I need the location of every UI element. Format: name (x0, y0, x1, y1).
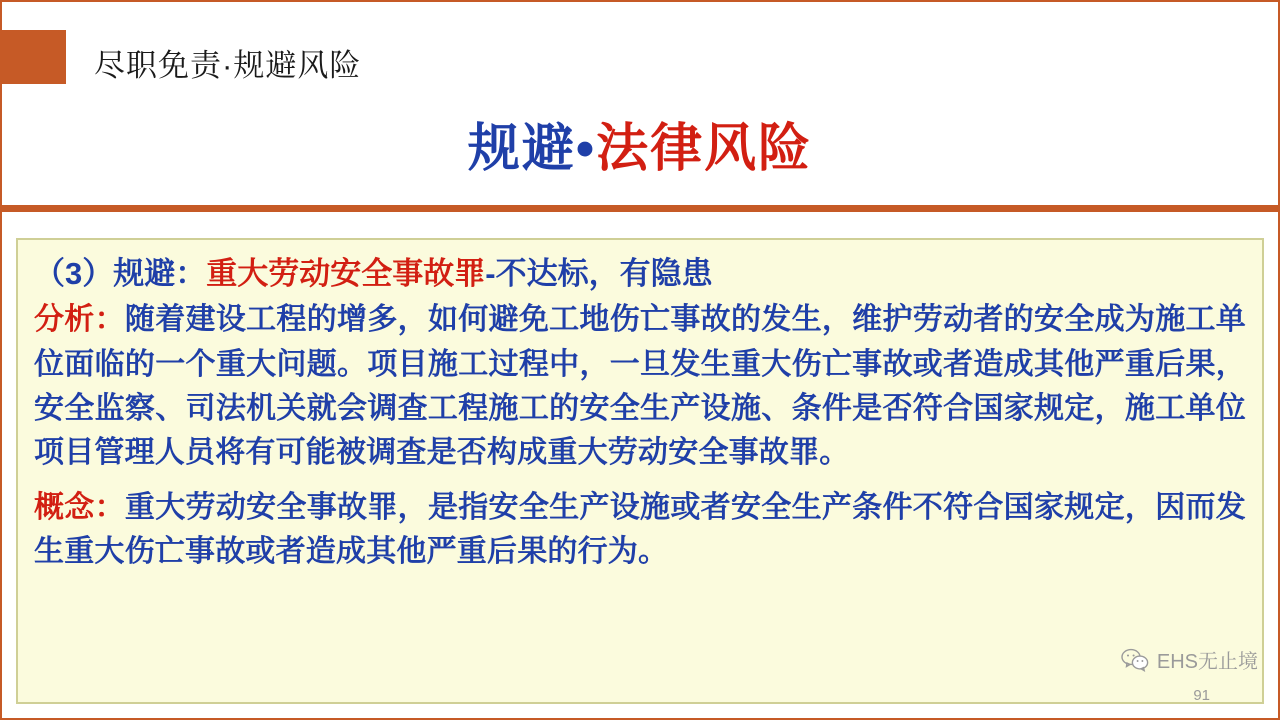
analysis-paragraph (34, 298, 1246, 476)
analysis-label: 分析： (34, 303, 125, 337)
page-title-part-2: 法律风险 (596, 120, 813, 178)
header-kicker: 尽职免责·规避风险 (94, 48, 362, 83)
wechat-icon (1121, 648, 1149, 672)
section-heading-crime: 重大劳动安全事故罪 (206, 256, 486, 291)
content-panel (16, 238, 1264, 704)
section-heading-prefix: （3）规避： (34, 256, 207, 291)
header-accent-block (2, 30, 66, 84)
analysis-text: 随着建设工程的增多，如何避免工地伤亡事故的发生，维护劳动者的安全成为施工单位面临的一个重大问题。项目施工过程中，一旦发生重大伤亡事故或者造成其他严重后果，安全监察、司法机关就会调查工程施工的安全生产设施、条件是否符合国家规定，施工单位项目管理人员将有可能被调查是否构成重大劳动安全事故罪。 (34, 303, 1246, 470)
concept-paragraph (34, 486, 1246, 575)
slide-header (2, 2, 1278, 210)
page-title (2, 106, 1278, 181)
section-heading-suffix: -不达标，有隐患 (485, 256, 713, 291)
wechat-account-badge (1121, 645, 1258, 674)
concept-text: 重大劳动安全事故罪，是指安全生产设施或者安全生产条件不符合国家规定，因而发生重大伤亡事故或者造成其他严重后果的行为。 (34, 490, 1246, 569)
wechat-account-name: EHS无止境 (1156, 651, 1258, 673)
page-title-part-1: 规避• (467, 120, 597, 178)
concept-label: 概念： (34, 490, 125, 524)
section-heading (34, 254, 1246, 294)
paragraph-spacer (34, 476, 1246, 484)
header-divider (2, 205, 1278, 212)
page-number: 91 (1193, 687, 1210, 704)
